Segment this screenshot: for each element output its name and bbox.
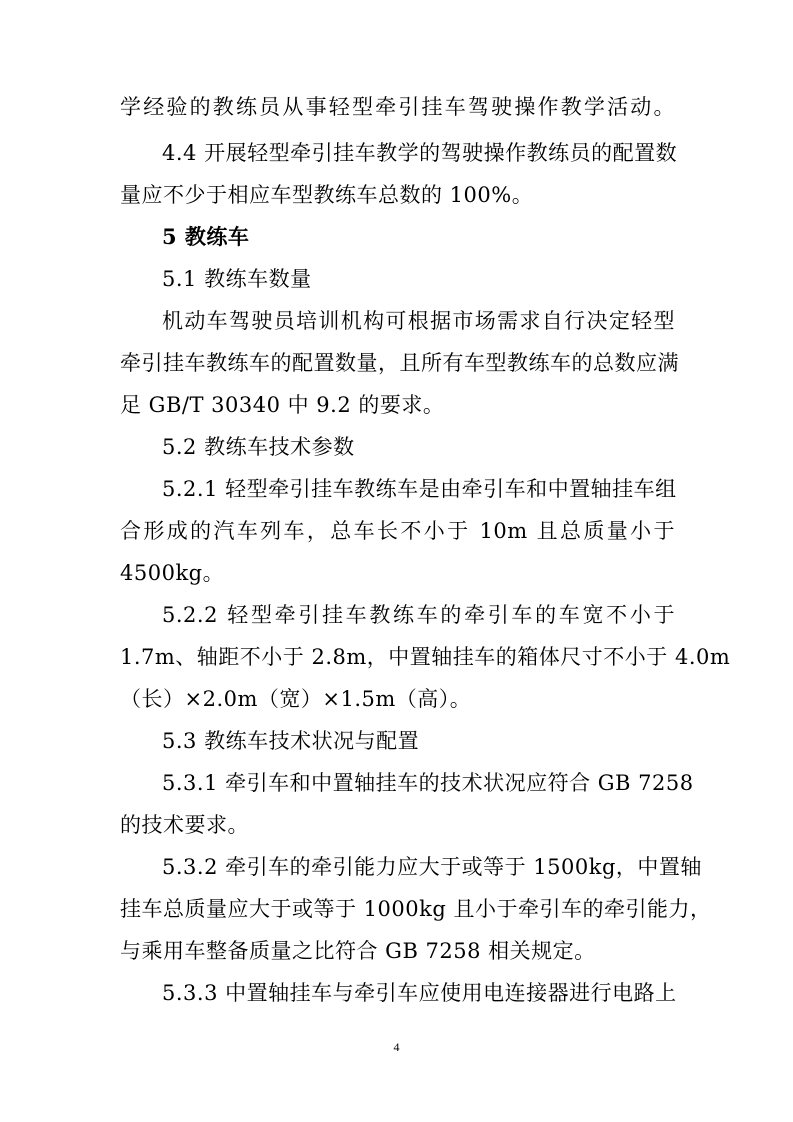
text-line-14: 1.7m、轴距不小于 2.8m，中置轴挂车的箱体尺寸不小于 4.0m xyxy=(120,645,731,669)
text-line-21: 与乘用车整备质量之比符合 GB 7258 相关规定。 xyxy=(120,939,596,963)
text-line-20: 挂车总质量应大于或等于 1000kg 且小于牵引车的牵引能力， xyxy=(120,897,712,921)
page-number: 4 xyxy=(393,1040,400,1054)
text-line-8: 足 GB/T 30340 中 9.2 的要求。 xyxy=(120,393,445,417)
section-heading-5: 5 教练车 xyxy=(162,224,250,249)
text-line-15: （长）×2.0m（宽）×1.5m（高）。 xyxy=(120,687,472,711)
text-line-19: 5.3.2 牵引车的牵引能力应大于或等于 1500kg，中置轴 xyxy=(162,855,702,879)
text-line-2: 4.4 开展轻型牵引挂车教学的驾驶操作教练员的配置数 xyxy=(162,141,678,165)
text-line-10: 5.2.1 轻型牵引挂车教练车是由牵引车和中置轴挂车组 xyxy=(162,477,677,501)
text-line-17: 5.3.1 牵引车和中置轴挂车的技术状况应符合 GB 7258 xyxy=(162,771,694,795)
text-line-7: 牵引挂车教练车的配置数量，且所有车型教练车的总数应满 xyxy=(120,351,679,375)
text-line-18: 的技术要求。 xyxy=(120,813,249,837)
subsection-heading-5-3: 5.3 教练车技术状况与配置 xyxy=(162,729,420,753)
text-line-12: 4500kg。 xyxy=(120,561,225,585)
subsection-heading-5-2: 5.2 教练车技术参数 xyxy=(162,435,355,459)
text-line-1: 学经验的教练员从事轻型牵引挂车驾驶操作教学活动。 xyxy=(120,95,675,119)
text-line-22: 5.3.3 中置轴挂车与牵引车应使用电连接器进行电路上 xyxy=(162,981,677,1005)
text-line-3: 量应不少于相应车型教练车总数的 100%。 xyxy=(120,183,534,207)
text-line-6: 机动车驾驶员培训机构可根据市场需求自行决定轻型 xyxy=(162,309,675,333)
subsection-heading-5-1: 5.1 教练车数量 xyxy=(162,267,312,291)
text-line-11: 合形成的汽车列车，总车长不小于 10m 且总质量小于 xyxy=(120,519,675,543)
text-line-13: 5.2.2 轻型牵引挂车教练车的牵引车的车宽不小于 xyxy=(162,603,675,627)
